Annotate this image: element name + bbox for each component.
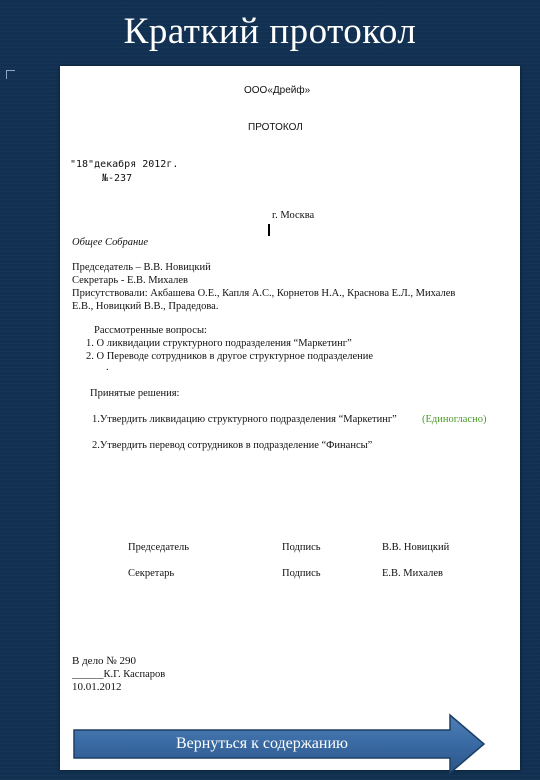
decision-result: (Единогласно) xyxy=(422,414,487,425)
protocol-document xyxy=(60,66,520,770)
question-item: 2. О Переводе сотрудников в другое структурное подразделение xyxy=(86,351,374,362)
filing-line-1: В дело № 290 xyxy=(72,655,137,667)
present-line-2: Е.В., Новицкий В.В., Прадедова. xyxy=(72,301,219,312)
decision-item: 2.Утвердить перевод сотрудников в подразделение “Финансы” xyxy=(92,440,373,451)
signature-role: Секретарь xyxy=(128,568,175,579)
signature-name: В.В. Новицкий xyxy=(382,542,450,553)
questions-heading: Рассмотренные вопросы: xyxy=(94,325,207,336)
decisions-heading: Принятые решения: xyxy=(90,388,180,399)
decision-item: 1.Утвердить ликвидацию структурного подразделения “Маркетинг” xyxy=(92,414,397,425)
city: г. Москва xyxy=(272,210,315,221)
signature-sign: Подпись xyxy=(282,568,321,579)
secretary-line: Секретарь - Е.В. Михалев xyxy=(72,275,188,286)
present-line-1: Присутствовали: Акбашева О.Е., Капля А.С., Корнетов Н.А., Краснова Е.Л., Михалев xyxy=(72,288,456,299)
document-number: №-237 xyxy=(102,173,133,184)
signature-role: Председатель xyxy=(128,542,190,553)
text-cursor xyxy=(268,224,270,236)
signature-sign: Подпись xyxy=(282,542,321,553)
chairman-line: Председатель – В.В. Новицкий xyxy=(72,262,211,273)
document-title: ПРОТОКОЛ xyxy=(248,122,303,133)
signature-name: Е.В. Михалев xyxy=(382,568,443,579)
back-to-contents-button[interactable] xyxy=(72,713,488,775)
meeting-type: Общее Собрание xyxy=(72,237,149,248)
company-name: ООО«Дрейф» xyxy=(244,85,311,96)
filing-line-3: 10.01.2012 xyxy=(72,681,122,693)
question-item: 1. О ликвидации структурного подразделения “Маркетинг” xyxy=(86,338,352,349)
corner-bracket xyxy=(6,70,15,79)
slide-title: Краткий протокол xyxy=(123,11,417,52)
filing-line-2: ______К.Г. Каспаров xyxy=(72,669,166,680)
back-to-contents-label: Вернуться к содержанию xyxy=(176,735,348,752)
question-item: . xyxy=(106,362,109,373)
document-date: "18"декабря 2012г. xyxy=(70,159,179,170)
